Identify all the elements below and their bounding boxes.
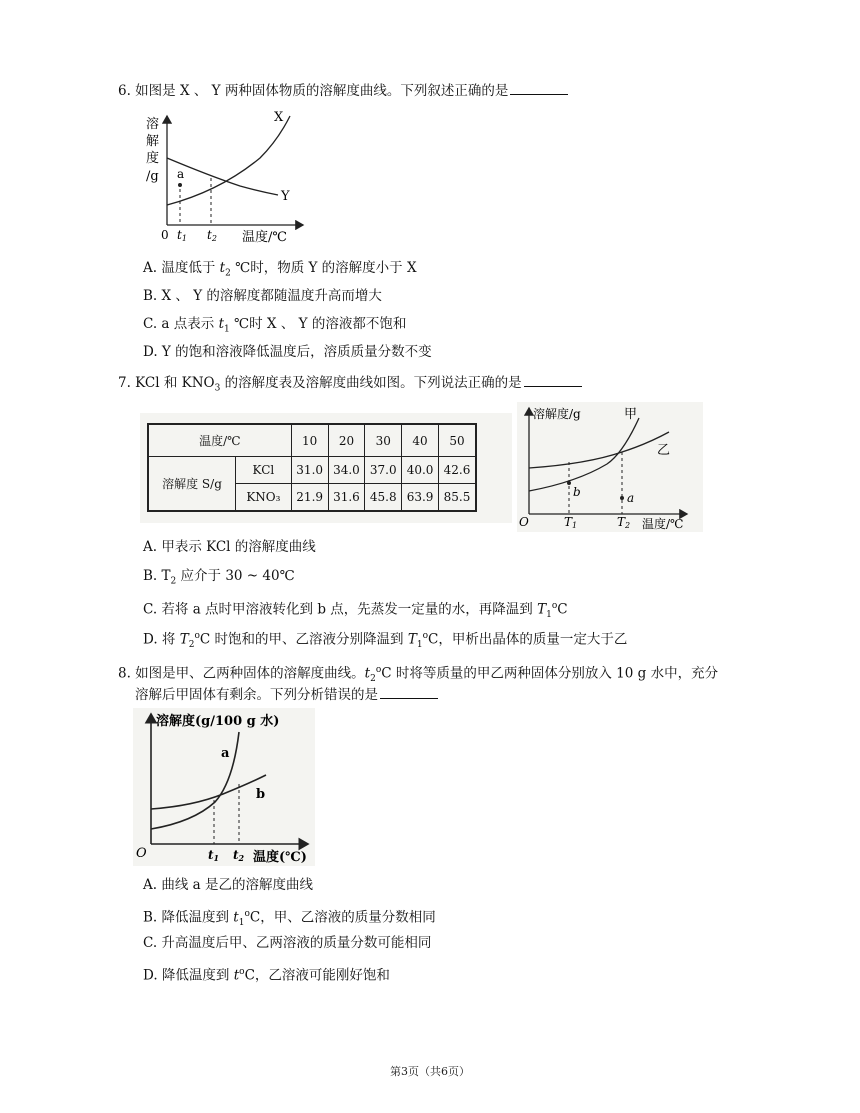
series-a-label: a bbox=[221, 746, 230, 761]
q7-option-b[interactable]: B. $T_2$ 应介于 30 ~ 40℃ bbox=[143, 568, 295, 587]
table-cell: 31.0 bbox=[291, 457, 328, 484]
question-7-figure bbox=[517, 402, 703, 532]
table-temp: 50 bbox=[438, 424, 476, 457]
table-row-label: 溶解度 S/g bbox=[148, 457, 236, 511]
series-yi-label: 乙 bbox=[657, 443, 671, 458]
point-a-label: a bbox=[177, 167, 185, 181]
question-6-stem bbox=[118, 80, 568, 101]
ylabel: 溶解度/g bbox=[533, 407, 581, 421]
ylabel-char: 度 bbox=[146, 151, 160, 166]
t1-label: t1 bbox=[177, 228, 187, 243]
origin-label: 0 bbox=[161, 228, 169, 242]
page-footer: 第3页（共6页） bbox=[390, 1065, 470, 1078]
point-a bbox=[620, 496, 624, 500]
ylabel-char: 溶 bbox=[146, 117, 160, 132]
xlabel: 温度(℃) bbox=[253, 850, 307, 865]
q7-option-c[interactable]: C. 若将 a 点时甲溶液转化到 b 点，先蒸发一定量的水，再降温到 $T_1^oC$ bbox=[143, 601, 568, 621]
series-jia-label: 甲 bbox=[624, 407, 638, 422]
t1-label: t1 bbox=[208, 848, 220, 863]
table-cell: 63.9 bbox=[402, 483, 439, 511]
point-b-label: b bbox=[573, 485, 581, 499]
ylabel: 溶解度(g/100 g 水) bbox=[156, 714, 280, 729]
table-substance: KNO₃ bbox=[236, 483, 292, 511]
xlabel: 温度/℃ bbox=[242, 230, 287, 245]
t2-label: t2 bbox=[207, 228, 217, 243]
table-cell: 21.9 bbox=[291, 483, 328, 511]
origin-label: O bbox=[136, 846, 147, 861]
table-cell: 37.0 bbox=[365, 457, 402, 484]
table-cell: 85.5 bbox=[438, 483, 476, 511]
answer-blank[interactable] bbox=[524, 372, 582, 387]
table-temp: 20 bbox=[328, 424, 365, 457]
curve-yi bbox=[529, 432, 669, 468]
q8-option-a[interactable]: A. 曲线 a 是乙的溶解度曲线 bbox=[143, 877, 313, 893]
q7-option-a[interactable]: A. 甲表示 KCl 的溶解度曲线 bbox=[143, 539, 316, 555]
point-b bbox=[567, 481, 571, 485]
question-6-text: 6. 如图是 X 、 Y 两种固体物质的溶解度曲线。下列叙述正确的是 bbox=[118, 83, 509, 99]
q6-option-b[interactable]: B. X 、 Y 的溶解度都随温度升高而增大 bbox=[143, 288, 382, 304]
ylabel-char: /g bbox=[146, 169, 159, 184]
t2-label: t2 bbox=[233, 848, 245, 863]
curve-b bbox=[151, 775, 266, 809]
point-a bbox=[178, 183, 182, 187]
point-a-label: a bbox=[627, 491, 635, 505]
question-8-stem-line2: 溶解后甲固体有剩余。下列分析错误的是 bbox=[135, 684, 438, 705]
curve-x bbox=[167, 116, 290, 205]
table-temp: 10 bbox=[291, 424, 328, 457]
question-8-stem: 8. 如图是甲、乙两种固体的溶解度曲线。$t_2^oC$ 时将等质量的甲乙两种固体分别放入 10 g 水中，充分 bbox=[118, 665, 719, 685]
ylabel-char: 解 bbox=[146, 134, 160, 149]
table-cell: 34.0 bbox=[328, 457, 365, 484]
origin-label: O bbox=[519, 515, 529, 529]
table-cell: 45.8 bbox=[365, 483, 402, 511]
answer-blank[interactable] bbox=[380, 684, 438, 699]
question-6-figure bbox=[140, 106, 310, 246]
T2-label: T2 bbox=[617, 515, 631, 530]
q6-option-c[interactable]: C. a 点表示 $t_1$ ℃时 X 、 Y 的溶液都不饱和 bbox=[143, 316, 407, 335]
q8-option-b[interactable]: B. 降低温度到 $t_1^oC$，甲、乙溶液的质量分数相同 bbox=[143, 909, 436, 929]
table-temp: 30 bbox=[365, 424, 402, 457]
table-temp: 40 bbox=[402, 424, 439, 457]
q8-option-c[interactable]: C. 升高温度后甲、乙两溶液的质量分数可能相同 bbox=[143, 935, 432, 951]
series-x-label: X bbox=[274, 110, 284, 125]
T1-label: T1 bbox=[564, 515, 578, 530]
xlabel: 温度/℃ bbox=[642, 517, 684, 531]
q6-option-d[interactable]: D. Y 的饱和溶液降低温度后，溶质质量分数不变 bbox=[143, 344, 432, 360]
solubility-table bbox=[147, 423, 477, 512]
table-cell: 40.0 bbox=[402, 457, 439, 484]
q7-option-d[interactable]: D. 将 $T_2^oC$ 时饱和的甲、乙溶液分别降温到 $T_1^oC$，甲析出晶体的质量一定大于乙 bbox=[143, 631, 628, 651]
q8-option-d[interactable]: D. 降低温度到 $t^oC$，乙溶液可能刚好饱和 bbox=[143, 967, 390, 984]
series-b-label: b bbox=[256, 787, 266, 802]
answer-blank[interactable] bbox=[510, 80, 568, 95]
table-header-label: 温度/℃ bbox=[148, 424, 291, 457]
question-8-figure bbox=[133, 708, 315, 866]
table-substance: KCl bbox=[236, 457, 292, 484]
table-cell: 31.6 bbox=[328, 483, 365, 511]
q6-option-a[interactable]: A. 温度低于 $t_2$ ℃时，物质 Y 的溶解度小于 X bbox=[143, 260, 417, 279]
table-cell: 42.6 bbox=[438, 457, 476, 484]
question-7-stem: 7. KCl 和 $KNO_3$ 的溶解度表及溶解度曲线如图。下列说法正确的是 bbox=[118, 372, 582, 399]
series-y-label: Y bbox=[281, 189, 290, 204]
